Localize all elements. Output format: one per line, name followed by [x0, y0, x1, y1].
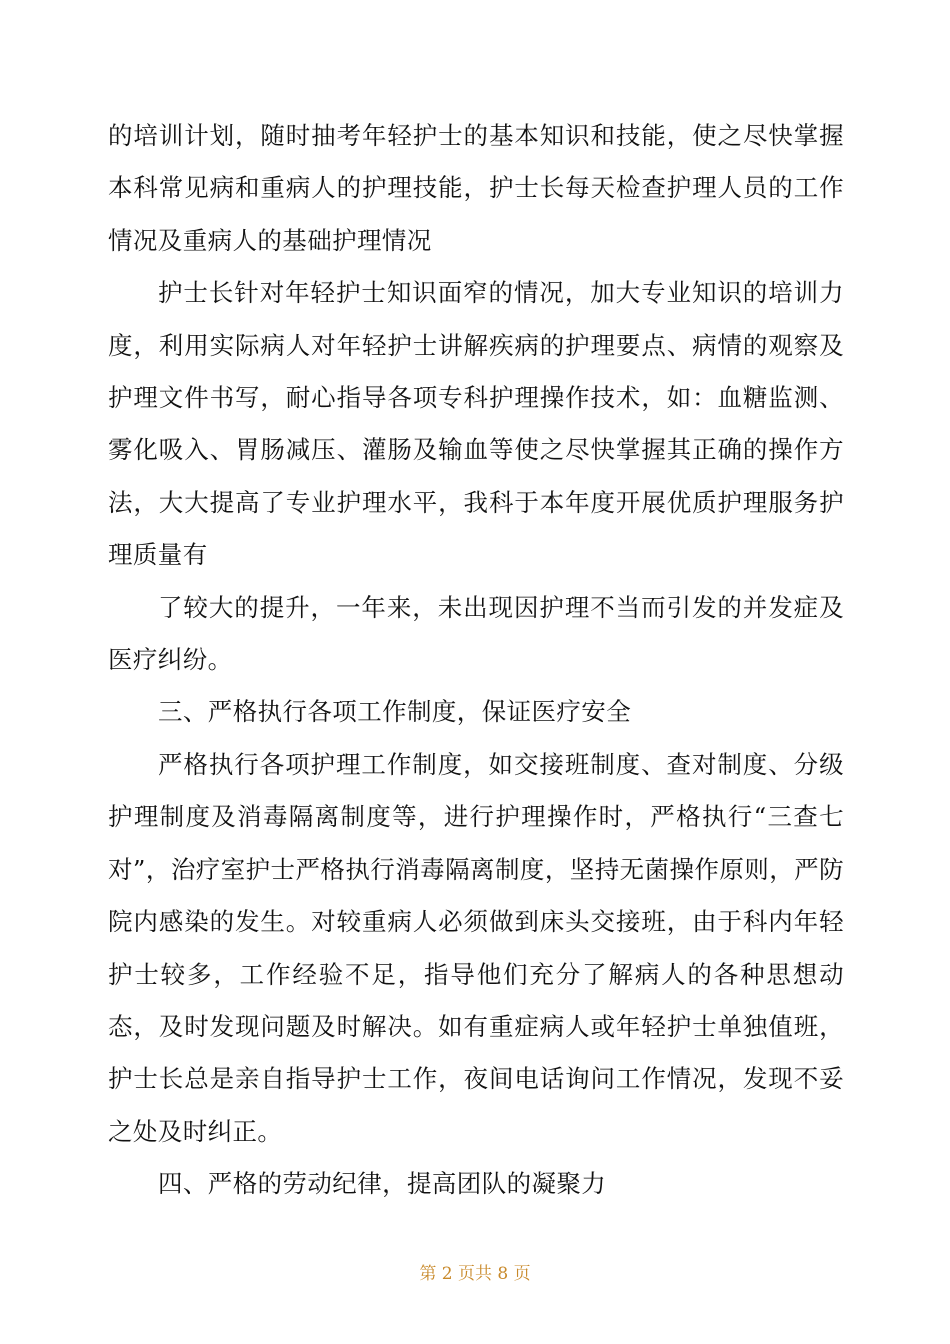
document-body: [108, 110, 844, 1211]
page-number-footer: 第 2 页共 8 页: [419, 1264, 531, 1284]
section-heading-work-rules: 三、严格执行各项工作制度，保证医疗安全: [158, 697, 632, 727]
paragraph-quality-improvement: 了较大的提升，一年来，未出现因护理不当而引发的并发症及医疗纠纷。: [108, 592, 844, 675]
section-heading-labor-discipline: 四、严格的劳动纪律，提高团队的凝聚力: [158, 1169, 607, 1199]
paragraph-professional-training: 护士长针对年轻护士知识面窄的情况，加大专业知识的培训力度，利用实际病人对年轻护士讲解疾病的护理要点、病情的观察及护理文件书写，耐心指导各项专科护理操作技术，如：血糖监测、雾化吸入、胃肠减压、灌肠及输血等使之尽快掌握其正确的操作方法，大大提高了专业护理水平，我科于本年度开展优质护理服务护理质量有: [108, 278, 844, 570]
paragraph-work-rules: 严格执行各项护理工作制度，如交接班制度、查对制度、分级护理制度及消毒隔离制度等，进行护理操作时，严格执行“三查七对”，治疗室护士严格执行消毒隔离制度，坚持无菌操作原则，严防院内感染的发生。对较重病人必须做到床头交接班，由于科内年轻护士较多，工作经验不足，指导他们充分了解病人的各种思想动态，及时发现问题及时解决。如有重症病人或年轻护士单独值班，护士长总是亲自指导护士工作，夜间电话询问工作情况，发现不妥之处及时纠正。: [108, 749, 844, 1146]
paragraph-training-plan: 的培训计划，随时抽考年轻护士的基本知识和技能，使之尽快掌握本科常见病和重病人的护理技能，护士长每天检查护理人员的工作情况及重病人的基础护理情况: [108, 121, 844, 255]
